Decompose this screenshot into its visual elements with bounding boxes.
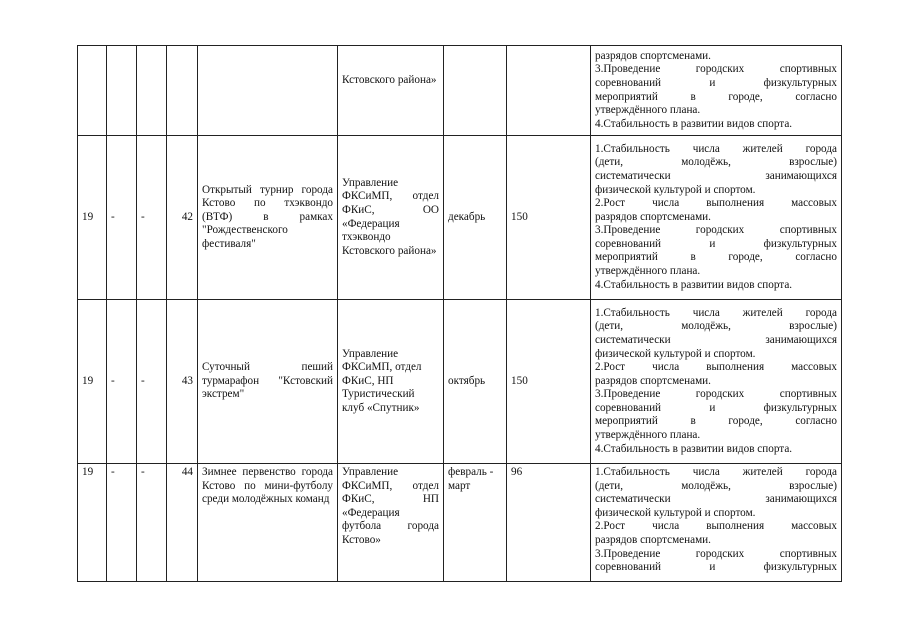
table-row [78, 300, 842, 464]
cell-organizer: Кстовского района» [338, 46, 444, 136]
cell-sub2: - [137, 136, 167, 300]
result-line: 3.Проведение городских спортивных [595, 63, 837, 76]
result-line: 1.Стабильность числа жителей города [595, 306, 837, 319]
result-line: соревнований и физкультурных [595, 76, 837, 89]
cell-sub1: - [107, 464, 137, 582]
cell-results [591, 136, 842, 300]
table-row [78, 46, 842, 136]
result-line: систематически занимающихся [595, 333, 837, 346]
result-line: 3.Проведение городских спортивных [595, 547, 837, 560]
cell-count: 150 [507, 136, 591, 300]
result-line: систематически занимающихся [595, 169, 837, 182]
result-line: 4.Стабильность в развитии видов спорта. [595, 442, 793, 455]
cell-period: декабрь [444, 136, 507, 300]
cell-count: 96 [507, 464, 591, 582]
table-row [78, 464, 842, 582]
result-line: 2.Рост числа выполнения массовых [595, 520, 837, 533]
result-line: (дети, молодёжь, взрослые) [595, 156, 837, 169]
cell-results [591, 464, 842, 582]
cell-period [444, 46, 507, 136]
result-line: систематически занимающихся [595, 493, 837, 506]
cell-sub2 [137, 46, 167, 136]
cell-section [78, 46, 107, 136]
result-line: мероприятий в городе, согласно [595, 251, 837, 264]
cell-count: 150 [507, 300, 591, 464]
result-line: 2.Рост числа выполнения массовых [595, 197, 837, 210]
result-line: физической культурой и спортом. [595, 506, 756, 519]
result-line: 4.Стабильность в развитии видов спорта. [595, 278, 793, 291]
result-line: утверждённого плана. [595, 429, 701, 442]
cell-sub1 [107, 46, 137, 136]
events-table [77, 45, 842, 582]
cell-number: 44 [167, 464, 198, 582]
cell-period: октябрь [444, 300, 507, 464]
cell-event [198, 46, 338, 136]
cell-number: 43 [167, 300, 198, 464]
cell-organizer: Управление ФКСиМП, отдел ФКиС, НП Туристический клуб «Спутник» [338, 300, 444, 464]
result-line: 2.Рост числа выполнения массовых [595, 361, 837, 374]
cell-count [507, 46, 591, 136]
cell-results [591, 300, 842, 464]
result-line: 1.Стабильность числа жителей города [595, 466, 837, 478]
result-line: (дети, молодёжь, взрослые) [595, 479, 837, 492]
result-line: разрядов спортсменами. [595, 49, 711, 62]
result-line: физической культурой и спортом. [595, 183, 756, 196]
cell-event: Суточный пеший турмарафон "Кстовский экстрем" [198, 300, 338, 464]
cell-number: 42 [167, 136, 198, 300]
cell-section: 19 [78, 136, 107, 300]
cell-section: 19 [78, 464, 107, 582]
result-line: 1.Стабильность числа жителей города [595, 142, 837, 155]
cell-event: Зимнее первенство города Кстово по мини-футболу среди молодёжных команд [198, 464, 338, 582]
result-line: утверждённого плана. [595, 104, 701, 117]
result-line: утверждённого плана. [595, 265, 701, 278]
result-line: соревнований и физкультурных [595, 561, 837, 574]
cell-sub2: - [137, 464, 167, 582]
cell-organizer: Управление ФКСиМП, отдел ФКиС, НП «Федерация футбола города Кстово» [338, 464, 444, 582]
cell-sub2: - [137, 300, 167, 464]
result-line: соревнований и физкультурных [595, 401, 837, 414]
result-line: 3.Проведение городских спортивных [595, 388, 837, 401]
cell-number [167, 46, 198, 136]
cell-period: февраль - март [444, 464, 507, 582]
result-line: 4.Стабильность в развитии видов спорта. [595, 117, 793, 130]
result-line: мероприятий в городе, согласно [595, 415, 837, 428]
result-line: разрядов спортсменами. [595, 374, 711, 387]
cell-sub1: - [107, 136, 137, 300]
result-line: соревнований и физкультурных [595, 237, 837, 250]
cell-sub1: - [107, 300, 137, 464]
cell-results [591, 46, 842, 136]
table-row [78, 136, 842, 300]
result-line: 3.Проведение городских спортивных [595, 224, 837, 237]
cell-section: 19 [78, 300, 107, 464]
result-line: физической культурой и спортом. [595, 347, 756, 360]
result-line: разрядов спортсменами. [595, 533, 711, 546]
cell-event: Открытый турнир города Кстово по тхэквондо (ВТФ) в рамках "Рождественского фестиваля" [198, 136, 338, 300]
result-line: (дети, молодёжь, взрослые) [595, 320, 837, 333]
result-line: мероприятий в городе, согласно [595, 90, 837, 103]
result-line: разрядов спортсменами. [595, 210, 711, 223]
cell-organizer: Управление ФКСиМП, отдел ФКиС, ОО «Федерация тхэквондо Кстовского района» [338, 136, 444, 300]
